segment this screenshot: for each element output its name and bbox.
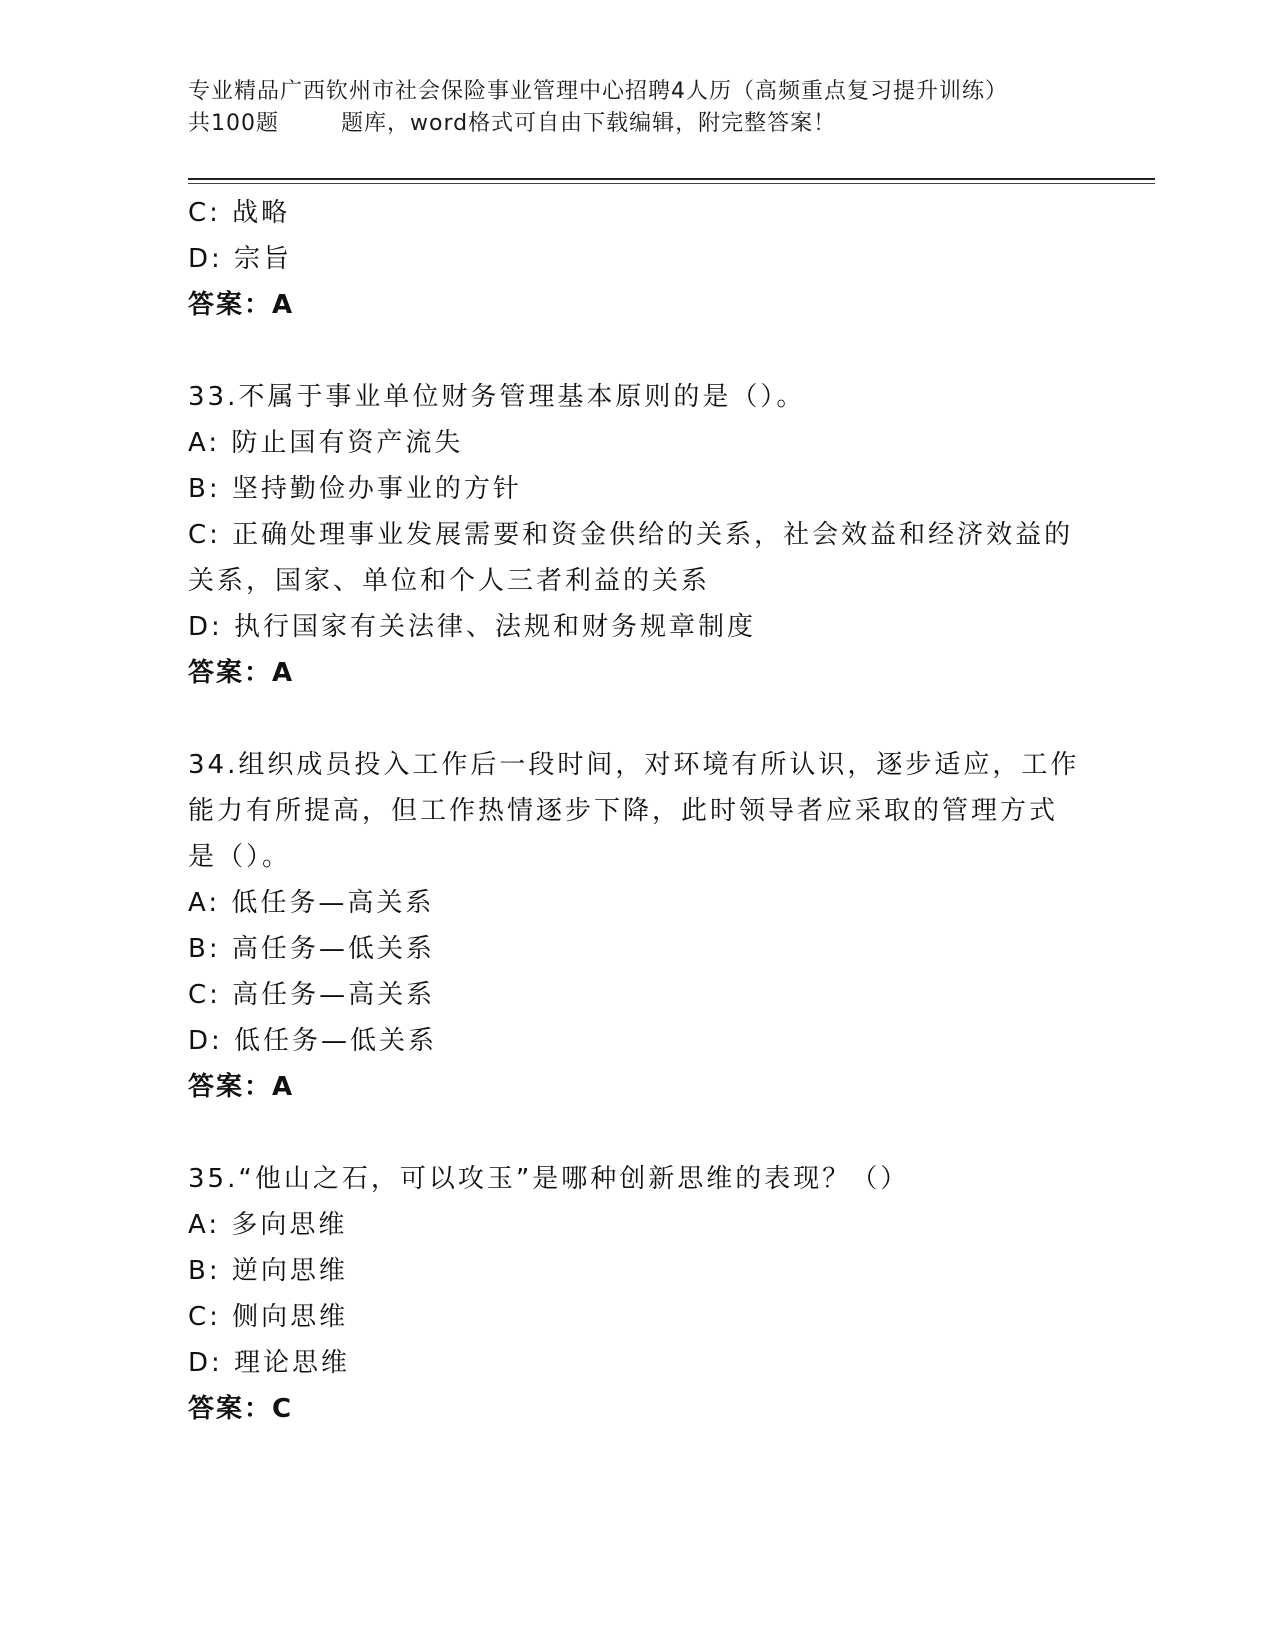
- answer-line: 答案：A: [188, 290, 295, 320]
- option-d: D: 宗旨: [188, 244, 293, 274]
- question-35: [188, 1156, 1088, 1432]
- question-stem-line-1: 34.组织成员投入工作后一段时间，对环境有所认识，逐步适应，工作: [188, 750, 1080, 780]
- option-b: B: 逆向思维: [188, 1256, 348, 1286]
- option-d: D: 理论思维: [188, 1348, 351, 1378]
- header-divider-thick: [188, 178, 1155, 180]
- option-b: B: 高任务—低关系: [188, 934, 435, 964]
- header-description: 题库，word格式可自由下载编辑，附完整答案！: [341, 111, 837, 136]
- option-c-line-2: 关系，国家、单位和个人三者利益的关系: [188, 566, 711, 596]
- question-stem-line-2: 能力有所提高，但工作热情逐步下降，此时领导者应采取的管理方式: [188, 796, 1059, 826]
- question-34: [188, 742, 1088, 1110]
- question-stem: 33.不属于事业单位财务管理基本原则的是（）。: [188, 382, 806, 412]
- question-33: [188, 374, 1088, 696]
- option-c: [188, 512, 1088, 604]
- option-b: B: 坚持勤俭办事业的方针: [188, 474, 522, 504]
- answer-line: 答案：A: [188, 1072, 295, 1102]
- option-c: C: 战略: [188, 198, 291, 228]
- header-title-line: 专业精品广西钦州市社会保险事业管理中心招聘4人历（高频重点复习提升训练）: [188, 79, 1008, 104]
- option-d: D: 执行国家有关法律、法规和财务规章制度: [188, 612, 757, 642]
- answer-line: 答案：C: [188, 1394, 294, 1424]
- header-divider-thin: [188, 183, 1155, 184]
- question-list: [188, 190, 1088, 1432]
- option-c: C: 侧向思维: [188, 1302, 349, 1332]
- question-stem: 35.“他山之石，可以攻玉”是哪种创新思维的表现？（）: [188, 1164, 910, 1194]
- option-c: C: 高任务—高关系: [188, 980, 436, 1010]
- option-a: A: 多向思维: [188, 1210, 348, 1240]
- question-32-continuation: [188, 190, 1088, 328]
- option-a: A: 低任务—高关系: [188, 888, 435, 918]
- option-d: D: 低任务—低关系: [188, 1026, 438, 1056]
- option-c-line-1: C: 正确处理事业发展需要和资金供给的关系，社会效益和经济效益的: [188, 520, 1074, 550]
- header-question-count: 共100题: [188, 111, 279, 136]
- question-stem-line-3: 是（）。: [188, 842, 292, 872]
- page-header: [188, 76, 1088, 140]
- header-subtitle-line: [188, 108, 1088, 140]
- option-a: A: 防止国有资产流失: [188, 428, 464, 458]
- answer-line: 答案：A: [188, 658, 295, 688]
